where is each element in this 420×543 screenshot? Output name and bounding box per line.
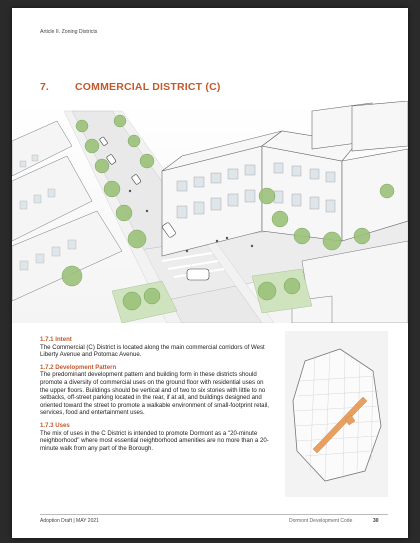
page-footer [12, 514, 408, 528]
district-locator-map [285, 331, 388, 497]
subsection-heading-intent: 1.7.1 Intent [40, 336, 72, 343]
subsection-text-uses: The mix of uses in the C District is intended to promote Dormont as a "20-minute neighborhood" where most essential neighborhood amenities are no more than a 20-minute walk from any part of the Borough. [40, 429, 269, 452]
body-text [40, 336, 272, 452]
commercial-district-illustration [12, 101, 408, 323]
running-head: Article II. Zoning Districts [40, 29, 98, 35]
section-title: COMMERCIAL DISTRICT (C) [75, 81, 221, 93]
section-number: 7. [40, 81, 49, 93]
document-page [12, 8, 408, 538]
subsection-text-intent: The Commercial (C) District is located along the main commercial corridors of West Liberty Avenue and Potomac Avenue. [40, 343, 265, 359]
footer-divider [40, 514, 388, 515]
footer-document-title: Dormont Development Code [289, 518, 353, 524]
subsection-heading-uses: 1.7.3 Uses [40, 421, 70, 429]
page-number: 30 [373, 518, 379, 524]
footer-edition: Adoption Draft | MAY 2021 [40, 518, 99, 524]
subsection-text-development-pattern: The predominant development pattern and building form in these districts should promote a diversity of commercial uses on the ground floor with residential uses on the upper floors. Buildings should be vertical and of two to six stories with little to no setbacks, off-street parking located in the rear, if at all, and buildings designed and oriented toward the street to promote a walkable environment of small-footprint retail, services, food and entertainment uses. [40, 371, 269, 417]
subsection-heading-development-pattern: 1.7.2 Development Pattern [40, 363, 117, 371]
